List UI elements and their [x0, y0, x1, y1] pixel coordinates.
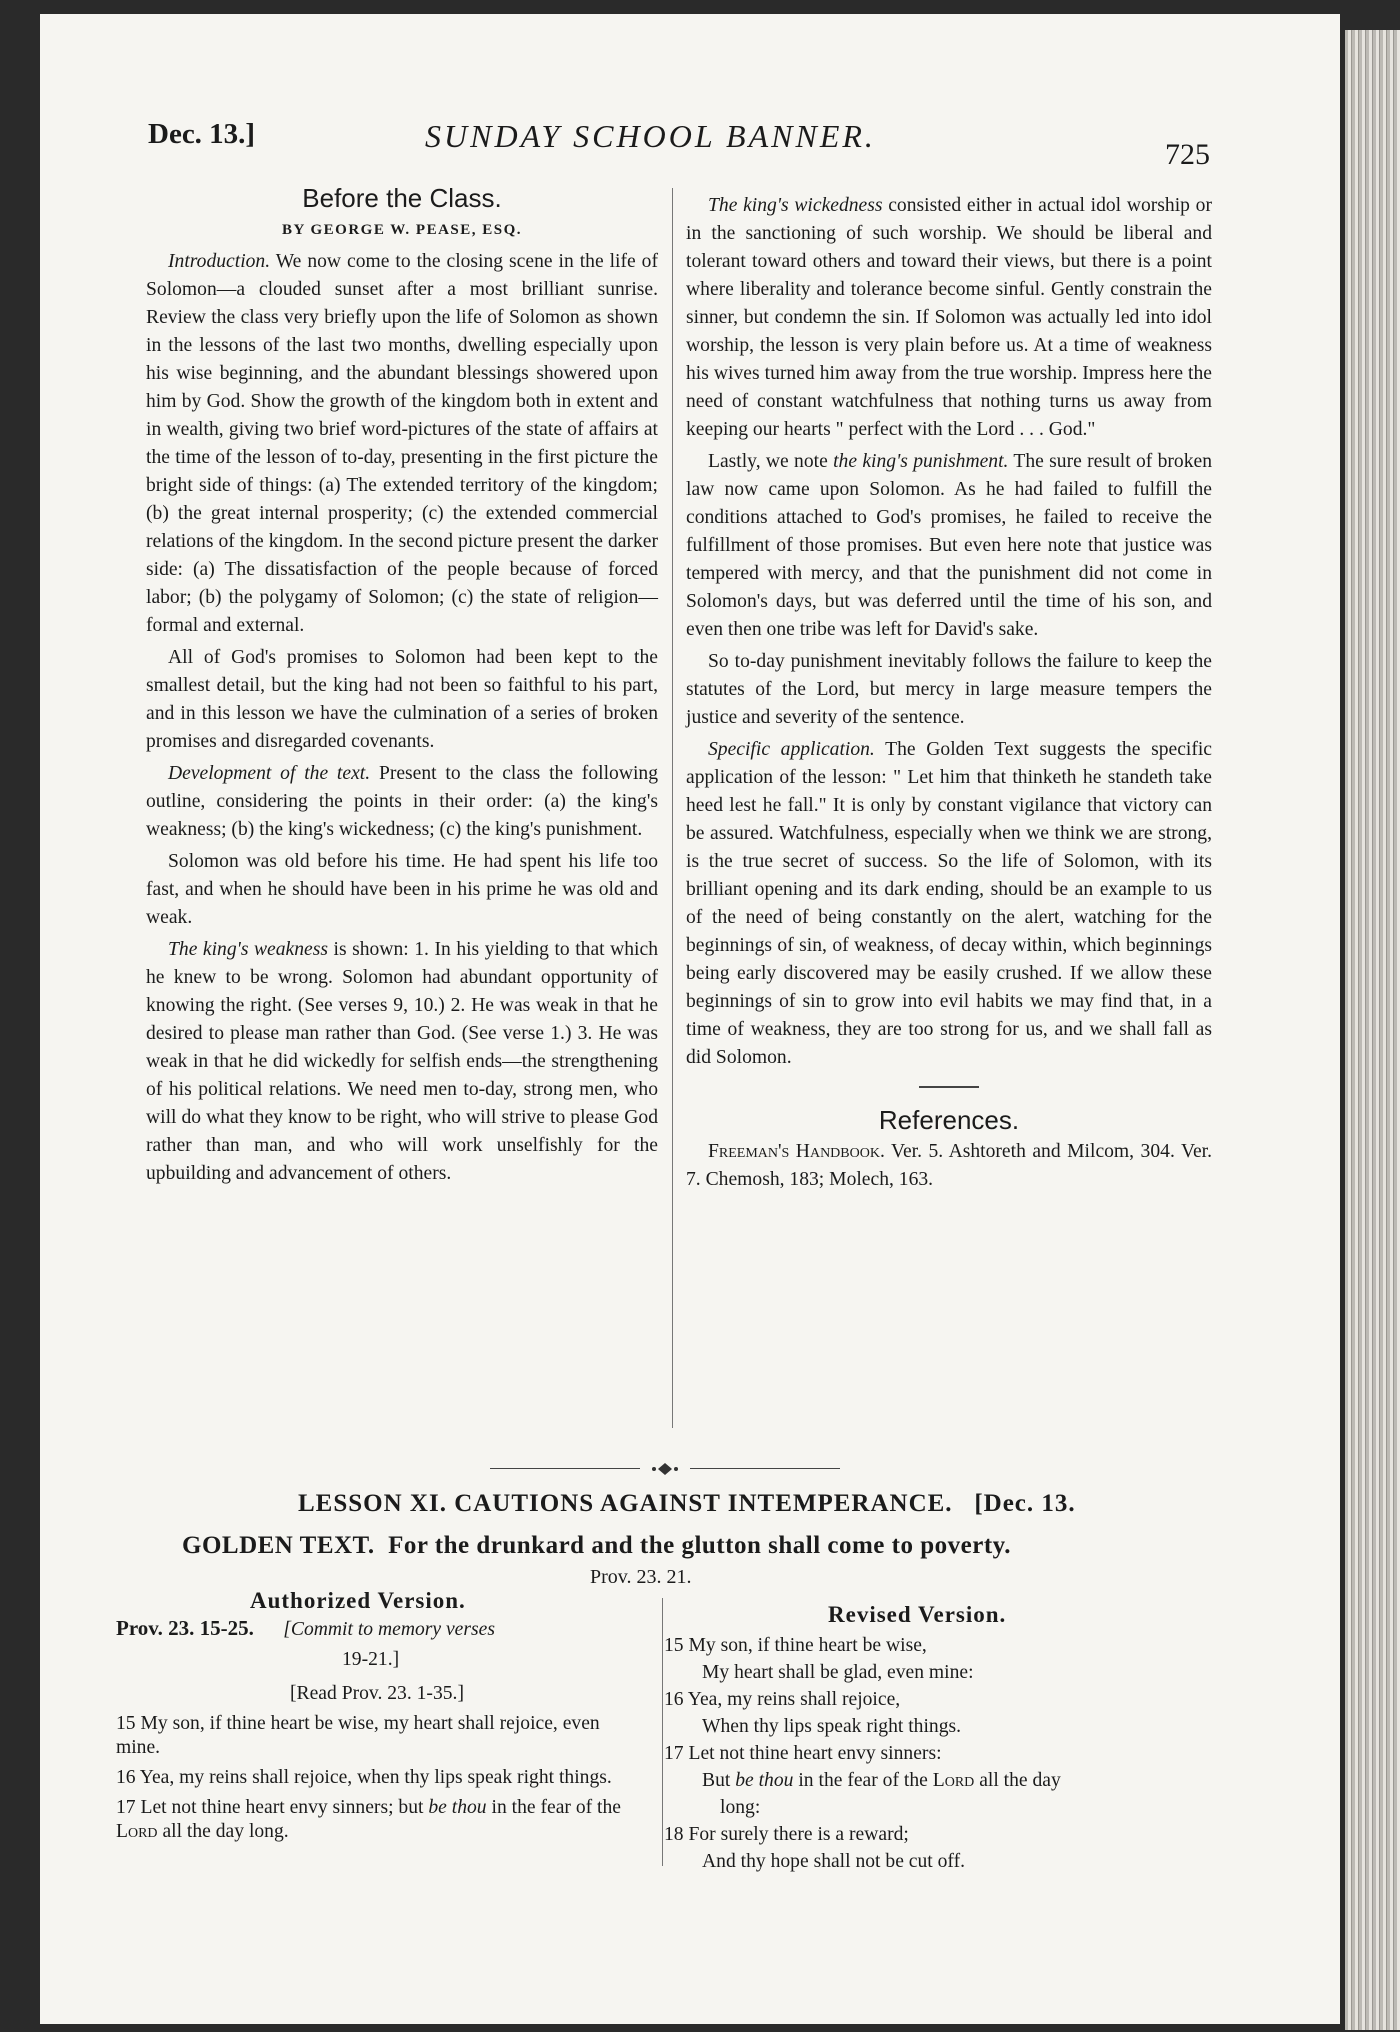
development-paragraph: [146, 760, 658, 844]
golden-label: GOLDEN TEXT.: [182, 1532, 375, 1559]
rv-line-end: all the day: [979, 1770, 1061, 1791]
rv-line: 16 Yea, my reins shall rejoice,: [664, 1689, 901, 1710]
old-paragraph: Solomon was old before his time. He had spent his life too fast, and when he should have been in his prime he was old and weak.: [146, 851, 658, 928]
commit-note: [Commit to memory verses: [283, 1619, 495, 1640]
byline: BY GEORGE W. PEASE, ESQ.: [281, 222, 523, 238]
today-paragraph: So to-day punishment inevitably follows the failure to keep the statutes of the Lord, but mercy in large measure tempers the justice and severity of the sentence.: [686, 651, 1212, 728]
rv-line: 15 My son, if thine heart be wise,: [664, 1635, 927, 1656]
references-paragraph: [686, 1138, 1212, 1194]
references-text: Ver. 5. Ashtoreth and Milcom, 304. Ver. 7. Chemosh, 183; Molech, 163.: [686, 1141, 1212, 1190]
ornament-line-left: [490, 1468, 640, 1469]
av-verse-17-mid: in the fear of the: [491, 1797, 621, 1818]
rv-line-italic: be thou: [735, 1770, 794, 1791]
column-divider: [672, 188, 673, 1428]
revised-version-column: [664, 1632, 1204, 1875]
rv-line: When thy lips speak right things.: [702, 1716, 962, 1737]
read-note: [Read Prov. 23. 1-35.]: [290, 1683, 464, 1704]
rv-line-text: But: [702, 1770, 731, 1791]
punishment-text: The sure result of broken law now came upon Solomon. As he had failed to fulfill the conditions attached to God's promises, he failed to receive the fulfillment of those promises. But even here note that justice was tempered with mercy, and that the punishment did not come in Solomon's days, but was deferred until the time of his son, and even then one tribe was left for David's sake.: [686, 451, 1212, 640]
rv-line: long:: [720, 1797, 761, 1818]
punishment-label: the king's punishment.: [833, 451, 1009, 472]
left-column: [146, 184, 658, 1192]
version-divider: [662, 1598, 663, 1866]
lastly-text: Lastly, we note: [708, 451, 828, 472]
book-page-edges: [1345, 30, 1400, 2030]
intro-label: Introduction.: [168, 251, 271, 272]
rv-line-mid: in the fear of the: [798, 1770, 928, 1791]
av-verse-17-italic: be thou: [428, 1797, 487, 1818]
header-date: Dec. 13.]: [148, 118, 256, 150]
av-verse-15: 15 My son, if thine heart be wise, my heart shall rejoice, even mine.: [116, 1713, 600, 1758]
wickedness-paragraph: [686, 192, 1212, 444]
references-source: Freeman's Handbook.: [708, 1141, 885, 1162]
authorized-version-heading: Authorized Version.: [250, 1588, 466, 1613]
lesson-date: [Dec. 13.: [974, 1490, 1076, 1517]
section-ornament: [490, 1459, 840, 1479]
weakness-paragraph: [146, 936, 658, 1188]
references-rule: [919, 1086, 979, 1088]
passage-reference: Prov. 23. 15-25.: [116, 1616, 254, 1640]
authorized-version-column: [116, 1616, 638, 1850]
lesson-title: LESSON XI. CAUTIONS AGAINST INTEMPERANCE.: [298, 1490, 953, 1517]
section-heading: Before the Class.: [302, 183, 502, 213]
header-title: SUNDAY SCHOOL BANNER.: [425, 118, 876, 154]
intro-text: We now come to the closing scene in the life of Solomon—a clouded sunset after a most brilliant sunrise. Review the class very briefly upon the life of Solomon as shown in the lessons of the last two months, dwelling especially upon his wise beginning, and the abundant blessings showered upon him by God. Show the growth of the kingdom both in extent and in wealth, giving two brief word-pictures of the state of affairs at the time of the lesson of to-day, presenting in the first picture the bright side of things: (a) The extended territory of the kingdom; (b) the great internal prosperity; (c) the extended commercial relations of the kingdom. In the second picture present the darker side: (a) The dissatisfaction of the people because of forced labor; (b) the polygamy of Solomon; (c) the state of religion—formal and external.: [146, 251, 658, 636]
application-paragraph: [686, 736, 1212, 1072]
revised-version-heading: Revised Version.: [828, 1602, 1007, 1627]
rv-line: My heart shall be glad, even mine:: [702, 1662, 974, 1683]
development-text: Present to the class the following outline, considering the points in their order: (a) the king's weakness; (b) the king's wickedness; (c) the king's punishment.: [146, 763, 659, 840]
punishment-paragraph: [686, 448, 1212, 644]
golden-text-line: [182, 1532, 1011, 1560]
golden-text: For the drunkard and the glutton shall come to poverty.: [388, 1532, 1012, 1559]
references-heading: References.: [878, 1105, 1020, 1135]
av-verse-17-text: 17 Let not thine heart envy sinners; but: [116, 1797, 424, 1818]
promises-paragraph: All of God's promises to Solomon had been kept to the smallest detail, but the king had not been so faithful to his part, and in this lesson we have the culmination of a series of broken promises and disregarded covenants.: [146, 647, 658, 752]
commit-verses: 19-21.]: [342, 1649, 400, 1670]
wickedness-label: The king's wickedness: [708, 195, 883, 216]
ornament-line-right: [690, 1468, 840, 1469]
rv-line: And thy hope shall not be cut off.: [702, 1851, 966, 1872]
development-label: Development of the text.: [168, 763, 371, 784]
rv-line-lord: Lord: [932, 1770, 975, 1791]
wickedness-text: consisted either in actual idol worship or in the sanctioning of such worship. We should be liberal and tolerant toward others and toward their views, but there is a point where liberality and tolerance become sinful. Gently constrain the sinner, but condemn the sin. If Solomon was actually led into idol worship, the lesson is very plain before us. At a time of weakness his wives turned him away from the true worship. Impress here the need of constant watchfulness that nothing turns us away from keeping our hearts " perfect with the Lord . . . God.": [686, 195, 1212, 440]
page-number: 725: [1165, 138, 1210, 171]
av-verse-17-lord: Lord: [116, 1821, 158, 1842]
av-verse-17-end: all the day long.: [162, 1821, 289, 1842]
weakness-label: The king's weakness: [168, 939, 328, 960]
rv-line: [664, 1767, 1204, 1794]
rv-line: 18 For surely there is a reward;: [664, 1824, 909, 1845]
av-verse-16: 16 Yea, my reins shall rejoice, when thy lips speak right things.: [116, 1767, 612, 1788]
passage-line: [116, 1616, 638, 1642]
av-verse-17: [116, 1796, 638, 1844]
intro-paragraph: [146, 248, 658, 640]
right-column: [686, 192, 1212, 1198]
ornament-diamond-icon: [650, 1461, 680, 1477]
application-label: Specific application.: [708, 739, 875, 760]
rv-line: 17 Let not thine heart envy sinners:: [664, 1743, 942, 1764]
weakness-text: is shown: 1. In his yielding to that which he knew to be wrong. Solomon had abundant opportunity of knowing the right. (See verses 9, 10.) 2. He was weak in that he desired to please man rather than God. (See verse 1.) 3. He was weak in that he did wickedly for selfish ends—the strengthening of his political relations. We need men to-day, strong men, who will do what they know to be right, who will strive to please God rather than man, and who will work unselfishly for the upbuilding and advancement of others.: [146, 939, 658, 1184]
lesson-title-line: [298, 1490, 1076, 1518]
golden-text-reference: Prov. 23. 21.: [590, 1566, 692, 1588]
application-text: The Golden Text suggests the specific application of the lesson: " Let him that thinketh he standeth take heed lest he fall." It is only by constant vigilance that victory can be assured. Watchfulness, especially when we think we are strong, is the true secret of success. So the life of Solomon, with its brilliant opening and its dark ending, should be an example to us of the need of being constantly on the alert, watching for the beginnings of sin, of weakness, of decay within, which beginnings being early discovered may be easily crushed. If we allow these beginnings of sin to grow into evil habits we may find that, in a time of weakness, they are too strong for us, and we shall fall as did Solomon.: [686, 739, 1212, 1068]
